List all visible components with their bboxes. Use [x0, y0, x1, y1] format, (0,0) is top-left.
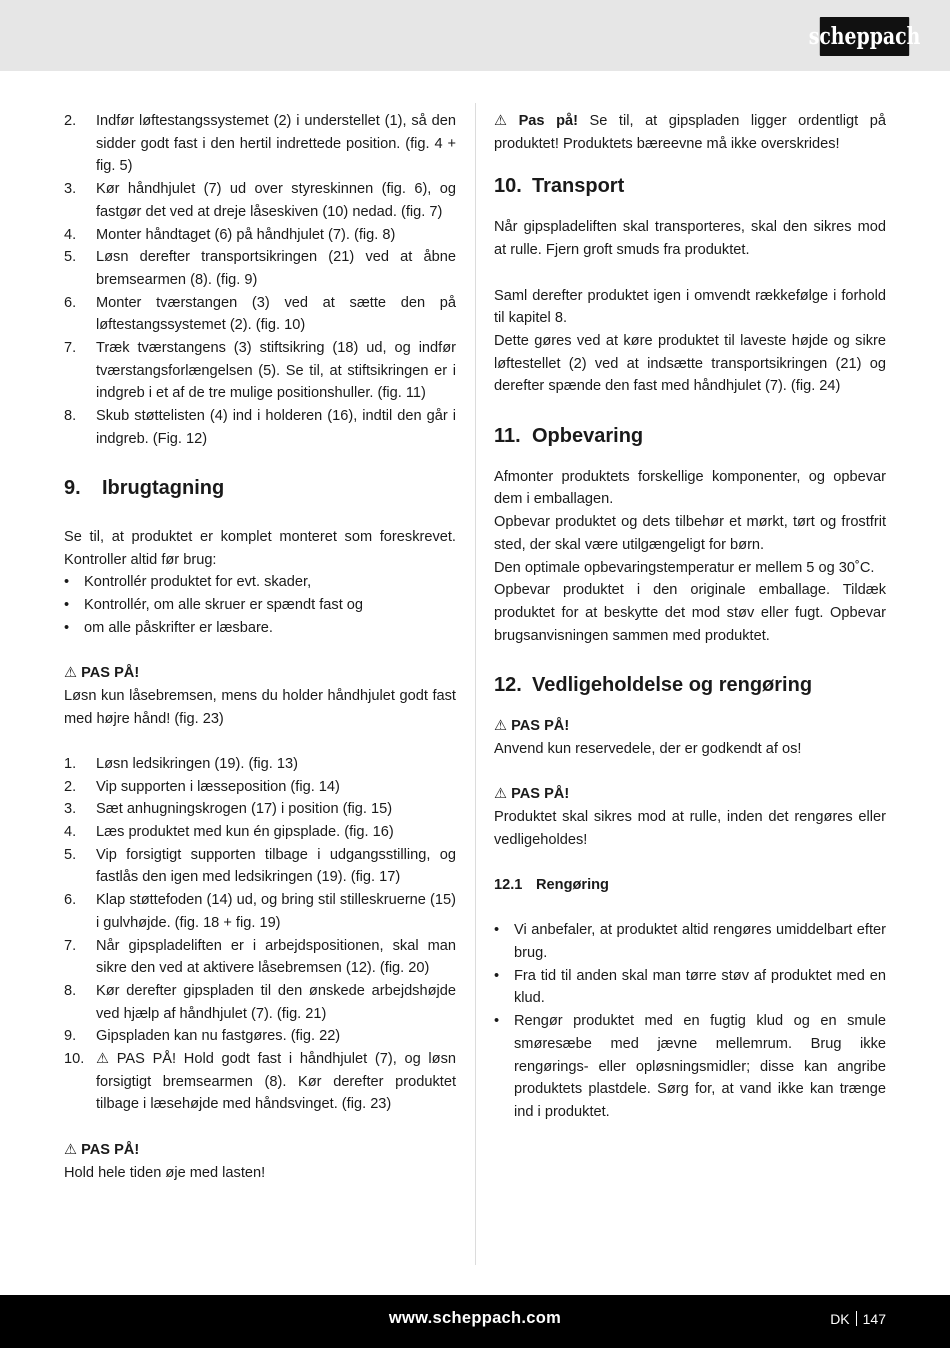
- section-heading-10: 10. Transport: [494, 175, 625, 198]
- paragraph: Den optimale opbevaringstemperatur er mellem 5 og 30˚C.: [494, 559, 875, 576]
- usage-steps: [64, 753, 456, 1116]
- list-item: 3. Kør håndhjulet (7) ud over styreskinnen (fig. 6), og fastgør det ved at dreje låseskiven (10) nedad. (fig. 7): [64, 181, 456, 220]
- warning-label: ⚠ PAS PÅ!: [494, 786, 570, 803]
- paragraph: Saml derefter produktet igen i omvendt rækkefølge i forhold til kapitel 8.: [494, 287, 886, 327]
- list-item: 6. Klap støttefoden (14) ud, og bring stil stilleskruerne (15) i gulvhøjde. (fig. 18 + fig. 19): [64, 892, 456, 931]
- page-header: [0, 0, 950, 71]
- page-number: DK 147: [830, 1311, 886, 1327]
- paragraph: Se til, at produktet er komplet monteret som foreskrevet. Kontroller altid før brug:: [64, 528, 456, 568]
- right-column: [494, 110, 886, 1124]
- list-item: 4. Læs produktet med kun én gipsplade. (fig. 16): [64, 824, 394, 841]
- paragraph: Opbevar produktet og dets tilbehør et mørkt, tørt og frostfrit sted, der skal være utilgængeligt for børn.: [494, 514, 886, 553]
- warning-label: ⚠ PAS PÅ!: [64, 1141, 140, 1158]
- warning-icon: ⚠: [96, 1051, 113, 1068]
- list-item: • Fra tid til anden skal man tørre støv af produktet med en klud.: [494, 967, 886, 1007]
- list-item: 5. Løsn derefter transportsikringen (21) ved at åbne bremsearmen (8). (fig. 9): [64, 249, 456, 288]
- paragraph: Dette gøres ved at køre produktet til laveste højde og sikre løftestellet (2) ved at indsætte transportsikringen (21) og derefter spænde den fast med håndhjulet (7). (fig. 24): [494, 332, 886, 395]
- subsection-heading-12-1: 12.1 Rengøring: [494, 876, 609, 893]
- list-item: 2. Vip supporten i læsseposition (fig. 14): [64, 778, 340, 795]
- warning-label: ⚠ PAS PÅ!: [64, 665, 140, 682]
- warning-paragraph: ⚠ Pas på! Se til, at gipspladen ligger ordentligt på produktet! Produktets bæreevne må ikke overskrides!: [494, 113, 886, 152]
- cleaning-list: [494, 919, 886, 1123]
- paragraph: Løsn kun låsebremsen, mens du holder håndhjulet godt fast med højre hånd! (fig. 23): [64, 687, 456, 727]
- list-item: 2. Indfør løftestangssystemet (2) i understellet (1), så den sidder godt fast i den hertil indrettede position. (fig. 4 + fig. 5): [64, 113, 456, 175]
- list-item: 7. Når gipspladeliften er i arbejdspositionen, skal man sikre den ved at aktivere låsebremsen (12). (fig. 20): [64, 937, 456, 977]
- column-divider: [475, 103, 476, 1265]
- warning-icon: ⚠: [494, 718, 508, 735]
- list-item: 8. Skub støttelisten (4) ind i holderen (16), indtil den går i indgreb. (Fig. 12): [64, 408, 456, 447]
- check-list: [64, 571, 456, 639]
- list-item: 4. Monter håndtaget (6) på håndhjulet (7). (fig. 8): [64, 226, 396, 243]
- warning-label: ⚠ PAS PÅ!: [494, 718, 570, 735]
- list-item: • Vi anbefaler, at produktet altid rengøres umiddelbart efter brug.: [494, 922, 886, 961]
- list-item: • Rengør produktet med en fugtig klud og en smule smøresæbe med jævne mellemrum. Brug ikke rengørings- eller opløsningsmidler; disse kan angribe produktets plastdele. Sørg for, at vand ikke kan trænge ind i produktet.: [494, 1013, 886, 1120]
- list-item: 6. Monter tværstangen (3) ved at sætte den på løftestangssystemet (2). (fig. 10): [64, 294, 456, 334]
- paragraph: Når gipspladeliften skal transporteres, skal den sikres mod at rulle. Fjern groft smuds fra produktet.: [494, 219, 886, 259]
- warning-icon: ⚠: [494, 113, 515, 129]
- page-footer: [0, 1295, 950, 1348]
- warning-icon: ⚠: [64, 665, 78, 682]
- warning-icon: ⚠: [64, 1141, 78, 1158]
- list-item: 7. Træk tværstangens (3) stiftsikring (18) ud, og indfør tværstangsforlængelsen (5). Se til, at stiftsikringen er i indgreb i et af de tre mulige positionshuller. (fig. 11): [64, 340, 456, 402]
- warning-icon: ⚠: [494, 786, 508, 803]
- section-heading-9: 9. Ibrugtagning: [64, 477, 225, 500]
- list-item: 5. Vip forsigtigt supporten tilbage i udgangsstilling, og fastlås den igen med ledsikringen (19). (fig. 17): [64, 846, 456, 886]
- list-item: 3. Sæt anhugningskrogen (17) i position (fig. 15): [64, 801, 393, 818]
- paragraph: Produktet skal sikres mod at rulle, inden det rengøres eller vedligeholdes!: [494, 808, 886, 848]
- paragraph: Opbevar produktet i den originale emballage. Tildæk produktet for at beskytte det mod støv eller fugt. Opbevar brugsanvisningen sammen med produktet.: [494, 582, 886, 644]
- section-heading-12: 12. Vedligeholdelse og rengøring: [494, 674, 813, 697]
- list-item: • om alle påskrifter er læsbare.: [64, 619, 273, 636]
- list-item: 8. Kør derefter gipspladen til den ønskede arbejdshøjde ved hjælp af håndhjulet (7). (fig. 21): [64, 982, 456, 1022]
- list-item: • Kontrollér produktet for evt. skader,: [64, 574, 312, 591]
- list-item: 10. ⚠ PAS PÅ! Hold godt fast i håndhjulet (7), og løsn forsigtigt bremsearmen (8). Kør derefter produktet tilbage i læsehøjde med håndsvinget. (fig. 23): [64, 1051, 456, 1113]
- brand-logo: scheppach: [820, 17, 909, 56]
- website-link[interactable]: www.scheppach.com: [388, 1309, 562, 1327]
- assembly-steps: [64, 110, 456, 451]
- list-item: 1. Løsn ledsikringen (19). (fig. 13): [64, 755, 298, 772]
- section-heading-11: 11. Opbevaring: [494, 424, 644, 447]
- list-item: 9. Gipspladen kan nu fastgøres. (fig. 22): [64, 1028, 341, 1045]
- list-item: • Kontrollér, om alle skruer er spændt fast og: [64, 597, 364, 614]
- paragraph: Afmonter produktets forskellige komponenter, og opbevar dem i emballagen.: [494, 468, 886, 508]
- paragraph: Anvend kun reservedele, der er godkendt af os!: [494, 740, 802, 757]
- left-column: [64, 110, 456, 1184]
- paragraph: Hold hele tiden øje med lasten!: [64, 1164, 266, 1181]
